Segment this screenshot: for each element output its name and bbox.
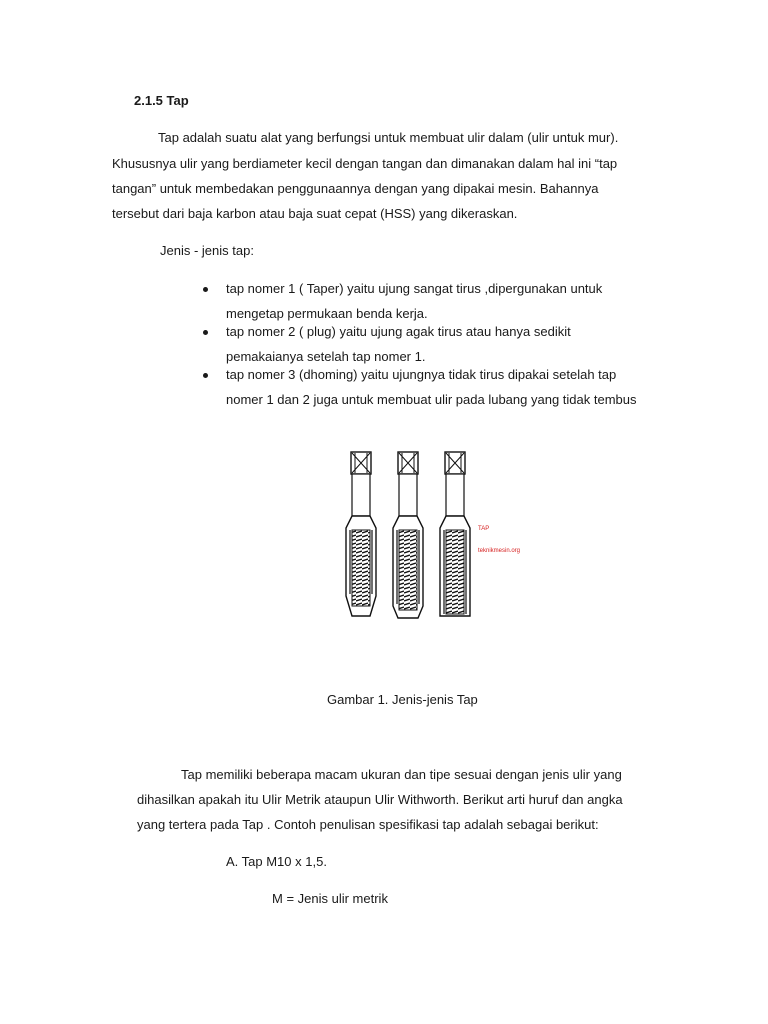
bullet-icon (203, 330, 208, 335)
list-item-line: nomer 1 dan 2 juga untuk membuat ulir pada lubang yang tidak tembus (226, 392, 637, 407)
list-item-line: mengetap permukaan benda kerja. (226, 306, 428, 321)
figure-watermark: teknikmesin.org (478, 548, 521, 554)
tap-plug (393, 452, 423, 618)
list-item-line: tap nomer 1 ( Taper) yaitu ujung sangat tirus ,dipergunakan untuk (226, 281, 603, 296)
paragraph-line: Tap adalah suatu alat yang berfungsi untuk membuat ulir dalam (ulir untuk mur). (158, 130, 619, 145)
tap-figure (338, 446, 528, 636)
example-label: A. Tap M10 x 1,5. (226, 854, 327, 869)
tap-taper (346, 452, 376, 616)
types-title: Jenis - jenis tap: (160, 243, 254, 258)
list-item-line: tap nomer 3 (dhoming) yaitu ujungnya tidak tirus dipakai setelah tap (226, 367, 617, 382)
list-item-line: tap nomer 2 ( plug) yaitu ujung agak tirus atau hanya sedikit (226, 324, 571, 339)
paragraph-line: Tap memiliki beberapa macam ukuran dan tipe sesuai dengan jenis ulir yang (181, 767, 622, 782)
tap-bottoming (440, 452, 470, 616)
list-item-line: pemakaianya setelah tap nomer 1. (226, 349, 426, 364)
paragraph-line: yang tertera pada Tap . Contoh penulisan spesifikasi tap adalah sebagai berikut: (137, 817, 599, 832)
bullet-icon (203, 287, 208, 292)
tap-illustration (338, 446, 528, 636)
section-heading: 2.1.5 Tap (134, 93, 189, 108)
paragraph-line: Khususnya ulir yang berdiameter kecil dengan tangan dan dimanakan dalam hal ini “tap (112, 156, 618, 171)
example-detail: M = Jenis ulir metrik (272, 891, 388, 906)
figure-caption: Gambar 1. Jenis-jenis Tap (327, 692, 478, 707)
figure-label: TAP (478, 526, 490, 532)
bullet-icon (203, 373, 208, 378)
paragraph-line: tersebut dari baja karbon atau baja suat cepat (HSS) yang dikeraskan. (112, 206, 518, 221)
paragraph-line: tangan” untuk membedakan penggunaannya dengan yang dipakai mesin. Bahannya (112, 181, 599, 196)
paragraph-line: dihasilkan apakah itu Ulir Metrik ataupun Ulir Withworth. Berikut arti huruf dan angka (137, 792, 623, 807)
